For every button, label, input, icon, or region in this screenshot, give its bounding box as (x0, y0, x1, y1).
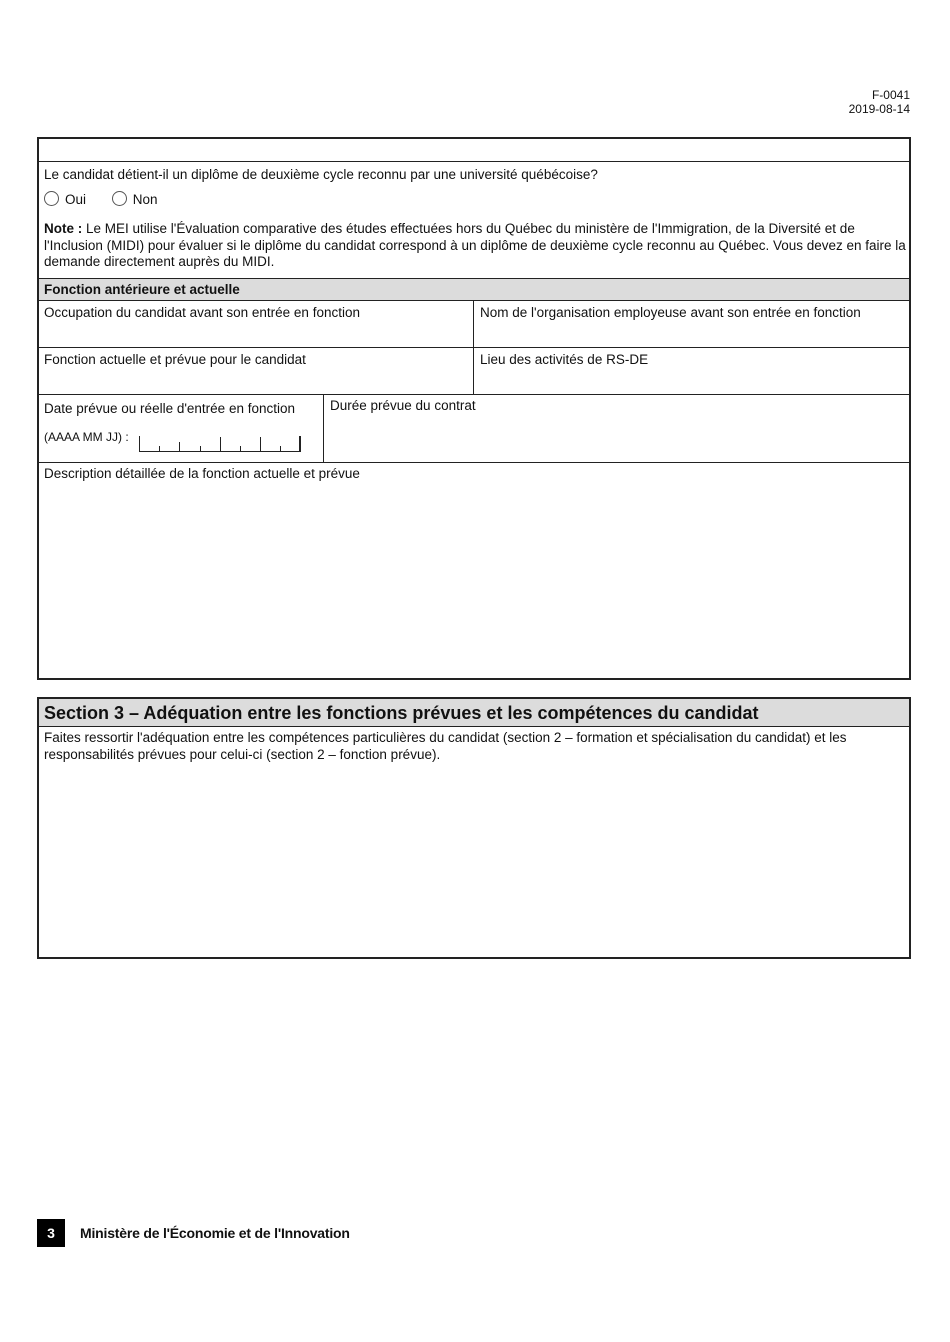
date-entree-cell (39, 395, 323, 462)
section3-title-bar (39, 699, 909, 727)
date-tick (200, 446, 201, 451)
radio-circle[interactable] (44, 191, 59, 206)
radio-circle[interactable] (112, 191, 127, 206)
form-code-block (849, 88, 910, 116)
date-tick (280, 446, 281, 451)
fonction-heading: Fonction antérieure et actuelle (44, 282, 240, 297)
date-tick (220, 437, 221, 451)
duree-label: Durée prévue du contrat (330, 398, 476, 413)
diploma-radio-group (44, 191, 180, 208)
radio-non-label: Non (132, 192, 158, 207)
fonction-actuelle-field[interactable] (39, 348, 473, 394)
occupation-label: Occupation du candidat avant son entrée en fonction (44, 305, 360, 320)
radio-oui-label: Oui (65, 192, 87, 207)
diploma-question: Le candidat détient-il un diplôme de deuxième cycle reconnu par une université québécoise? (44, 167, 598, 182)
fonction-heading-bar (39, 279, 909, 300)
description-label: Description détaillée de la fonction actuelle et prévue (44, 466, 360, 481)
duree-field[interactable] (324, 395, 911, 462)
ministry-name: Ministère de l'Économie et de l'Innovation (80, 1225, 350, 1241)
section3-box (37, 697, 911, 959)
form-date: 2019-08-14 (848, 102, 910, 116)
description-field[interactable] (39, 463, 911, 678)
divider (39, 161, 909, 162)
section3-instructions: Faites ressortir l'adéquation entre les compétences particulières du candidat (section 2 – formation et spécialisation du candidat) et les responsabilités prévues pour celui-ci (section 2 – fonction prévue). (44, 730, 847, 762)
fonction-actuelle-label: Fonction actuelle et prévue pour le candidat (44, 352, 306, 367)
section3-title: Section 3 – Adéquation entre les fonctions prévues et les compétences du candidat (44, 703, 759, 723)
date-tick (240, 446, 241, 451)
date-label: Date prévue ou réelle d'entrée en fonction (44, 401, 295, 416)
date-format: (AAAA MM JJ) : (44, 430, 129, 444)
page-number: 3 (37, 1219, 65, 1247)
diploma-note (44, 221, 906, 271)
organisation-label: Nom de l'organisation employeuse avant son entrée en fonction (480, 305, 861, 320)
organisation-field[interactable] (474, 300, 911, 346)
form-code: F-0041 (871, 88, 910, 102)
section3-textarea[interactable] (39, 727, 911, 957)
date-tick (159, 446, 160, 451)
date-tick (260, 437, 261, 451)
date-input[interactable] (139, 436, 301, 452)
lieu-field[interactable] (474, 348, 911, 394)
lieu-label: Lieu des activités de RS-DE (480, 352, 649, 367)
date-tick (179, 442, 180, 451)
radio-non[interactable] (112, 191, 158, 208)
radio-oui[interactable] (44, 191, 86, 208)
note-label: Note : (44, 221, 83, 236)
occupation-field[interactable] (39, 300, 473, 346)
section2-continued-box (37, 137, 911, 680)
note-text: Le MEI utilise l'Évaluation comparative des études effectuées hors du Québec du ministère de l'Immigration, de la Diversité et de l'Inclusion (MIDI) pour évaluer si le diplôme du candidat correspond à un diplôme de deuxième cycle reconnu au Québec. Vous devez en faire la demande directement auprès du MIDI. (44, 221, 906, 269)
